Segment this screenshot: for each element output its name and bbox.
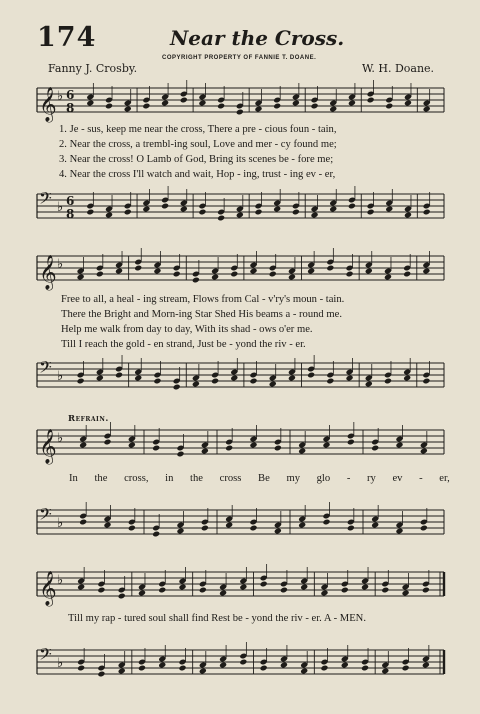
verse-4-line-2: Till I reach the gold - en strand, Just be - yond the riv - er. (61, 339, 306, 350)
treble-staff-system-2 (0, 252, 480, 292)
treble-staff-system-4 (0, 568, 480, 608)
svg-text:6: 6 (66, 194, 75, 208)
verse-2-line-2: There the Bright and Morn-ing Star Shed His beams a - round me. (61, 309, 342, 320)
verse-4-line-1: 4. Near the cross I'll watch and wait, Hop - ing, trust - ing ev - er, (59, 169, 336, 180)
verse-2-line-1: 2. Near the cross, a trembl-ing soul, Love and mer - cy found me; (59, 139, 337, 150)
svg-text:♭: ♭ (57, 89, 64, 104)
copyright-notice: COPYRIGHT PROPERTY OF FANNIE T. DOANE. (162, 55, 317, 61)
svg-text:♭: ♭ (57, 656, 64, 671)
svg-text:♭: ♭ (57, 257, 64, 272)
verse-3-line-2: Help me walk from day to day, With its shad - ows o'er me. (61, 324, 313, 335)
bass-staff-system-3 (0, 506, 480, 546)
hymn-number: 174 (37, 22, 97, 53)
verse-1-line-2: Free to all, a heal - ing stream, Flows from Cal - v'ry's moun - tain. (61, 294, 345, 305)
svg-text:♭: ♭ (57, 431, 64, 446)
svg-text:♭: ♭ (57, 200, 64, 215)
composer-name: W. H. Doane. (362, 62, 435, 75)
svg-text:8: 8 (66, 207, 75, 221)
svg-text:𝄢: 𝄢 (39, 357, 52, 381)
refrain-line-2: Till my rap - tured soul shall find Rest be - yond the riv - er. A - MEN. (68, 613, 366, 624)
bass-staff-system-4 (0, 646, 480, 686)
svg-text:♭: ♭ (57, 369, 64, 384)
hymn-title: Near the Cross. (170, 26, 345, 50)
lyricist-name: Fanny J. Crosby. (48, 62, 138, 75)
svg-text:𝄞: 𝄞 (39, 571, 57, 606)
bass-staff-system-2 (0, 359, 480, 399)
svg-text:𝄞: 𝄞 (39, 255, 57, 290)
treble-staff-system-1 (0, 84, 480, 124)
bass-staff-system-1 (0, 190, 480, 230)
svg-text:𝄞: 𝄞 (39, 87, 57, 122)
verse-1-line-1: 1. Je - sus, keep me near the cross, There a pre - cious foun - tain, (59, 124, 337, 135)
verse-3-line-1: 3. Near the cross! O Lamb of God, Bring its scenes be - fore me; (59, 154, 334, 165)
svg-text:𝄢: 𝄢 (39, 188, 52, 212)
refrain-line-1: In the cross, in the cross Be my glo - ry ev - er, (69, 473, 450, 484)
treble-staff-system-3 (0, 426, 480, 466)
svg-text:8: 8 (66, 101, 75, 115)
svg-text:𝄢: 𝄢 (39, 644, 52, 668)
svg-text:𝄞: 𝄞 (39, 429, 57, 464)
svg-text:♭: ♭ (57, 573, 64, 588)
svg-text:♭: ♭ (57, 516, 64, 531)
svg-text:𝄢: 𝄢 (39, 504, 52, 528)
refrain-label: Refrain. (68, 414, 109, 424)
svg-text:6: 6 (66, 88, 75, 102)
